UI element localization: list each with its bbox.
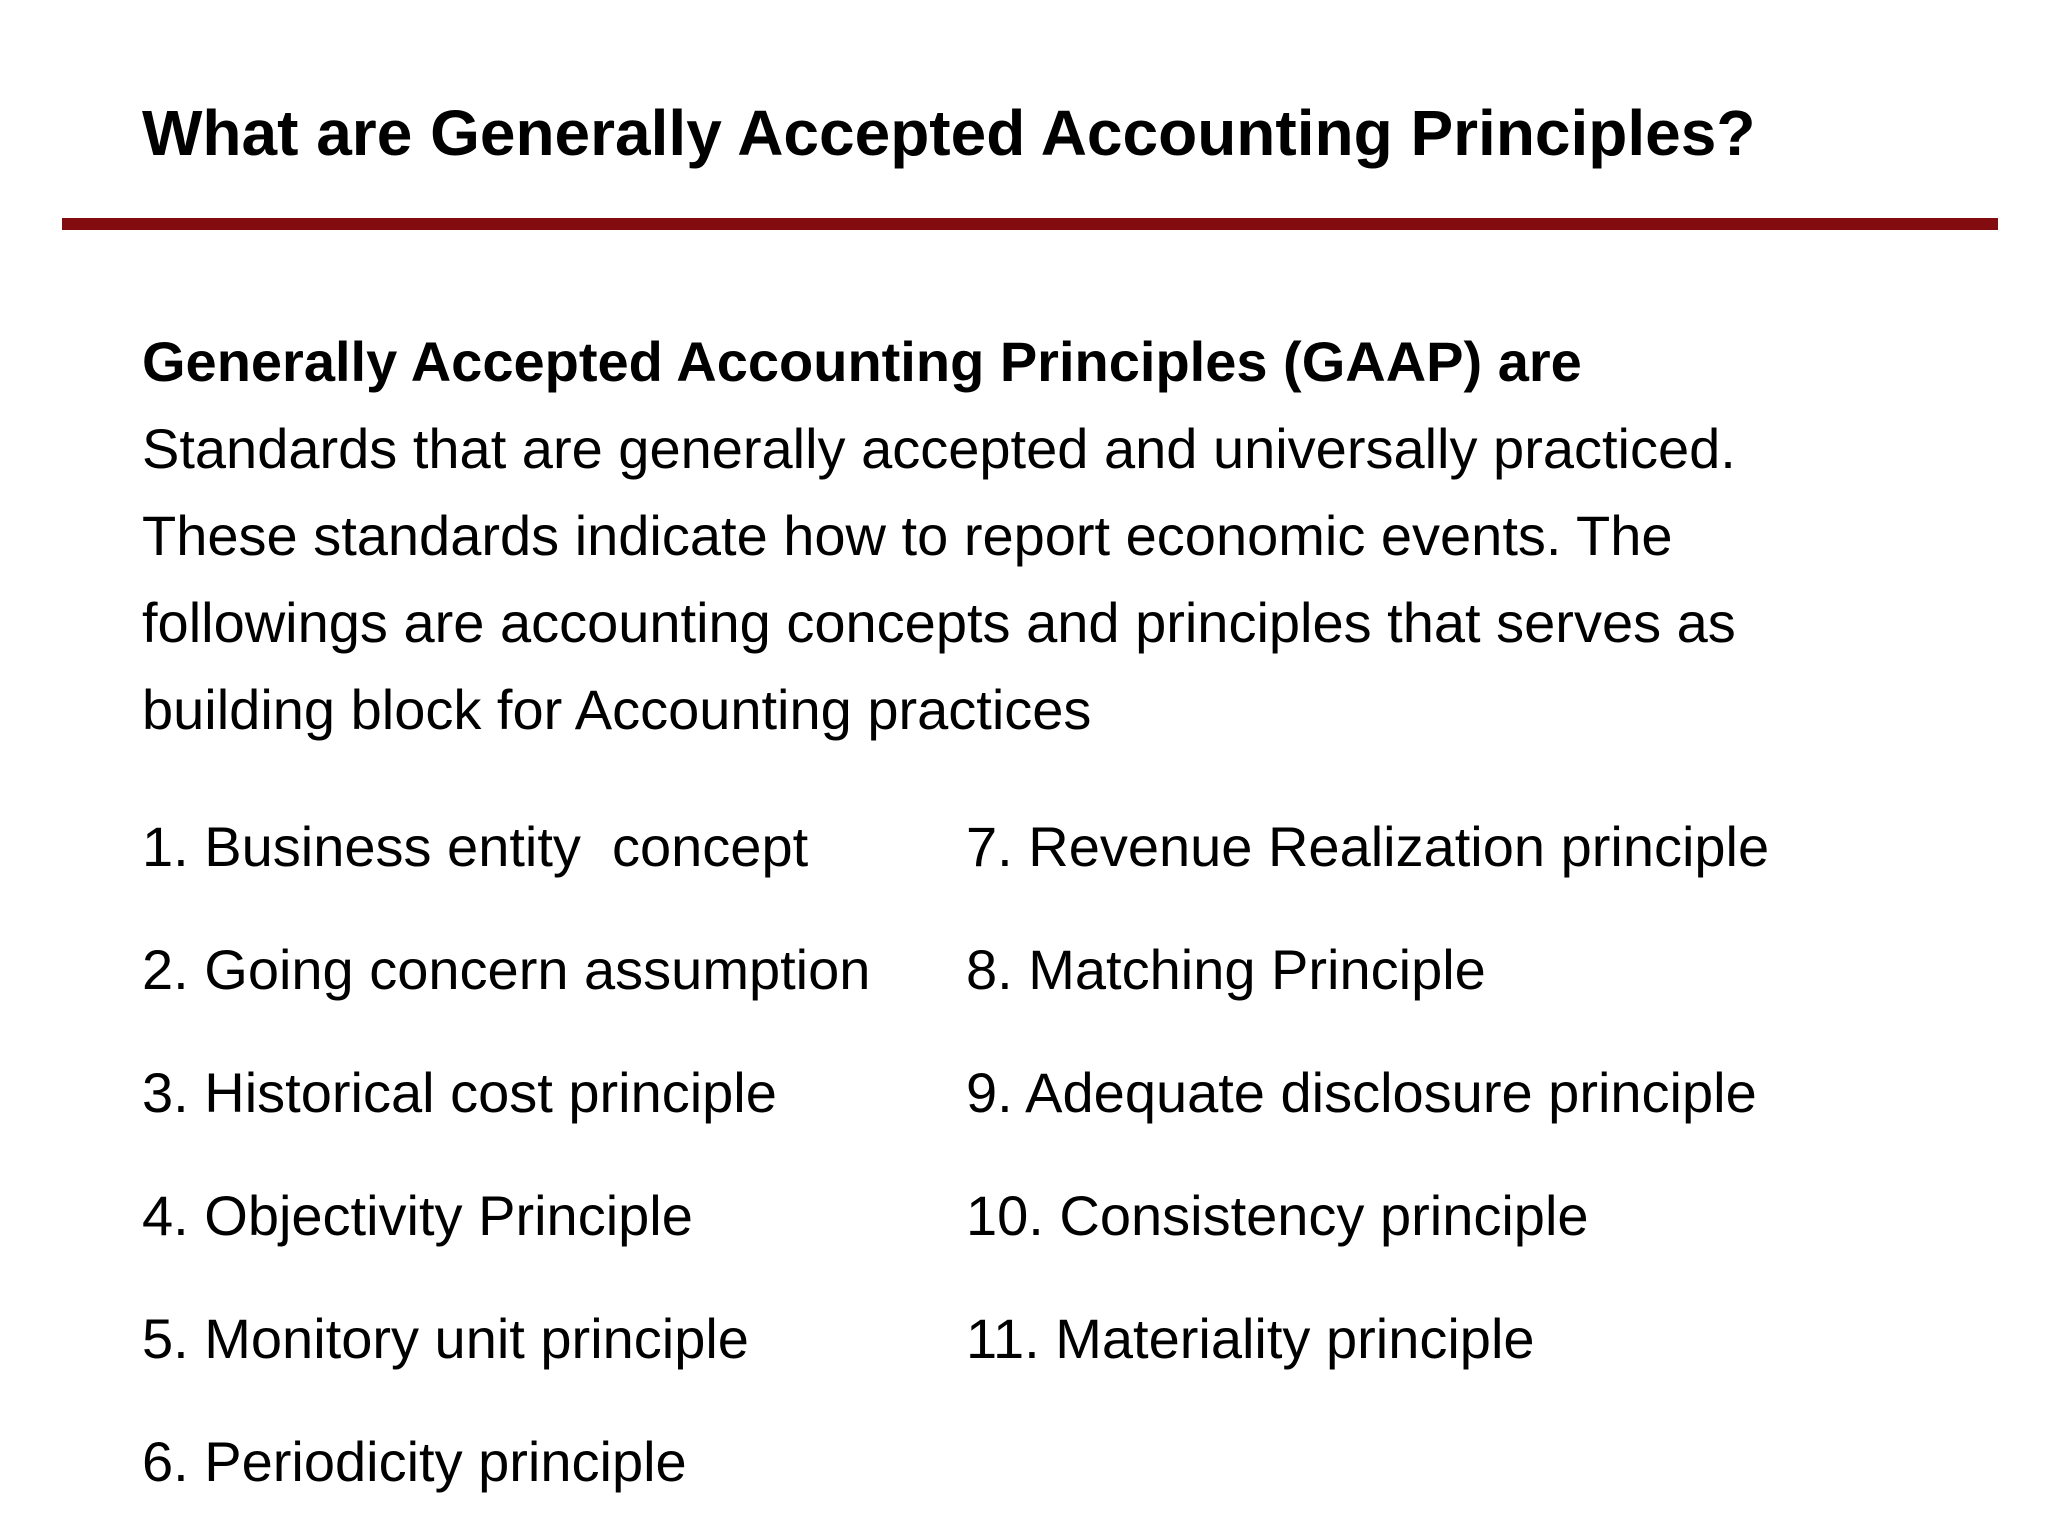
intro-line-1: Standards that are generally accepted and universally practiced. [142,417,1736,480]
intro-line-3: followings are accounting concepts and principles that serves as [142,591,1736,654]
list-item: 4. Objectivity Principle [142,1184,693,1247]
intro-line-2: These standards indicate how to report economic events. The [142,504,1673,567]
list-item: 11. Materiality principle [966,1307,1535,1370]
list-item: 10. Consistency principle [966,1184,1589,1247]
title-divider [62,218,1998,230]
intro-line-4: building block for Accounting practices [142,678,1092,741]
list-item: 8. Matching Principle [966,938,1486,1001]
principles-list-left [142,785,870,1523]
list-item: 7. Revenue Realization principle [966,815,1770,878]
principles-list-right [966,785,1769,1400]
list-item: 9. Adequate disclosure principle [966,1061,1757,1124]
list-item: 2. Going concern assumption [142,938,871,1001]
slide-title: What are Generally Accepted Accounting Principles? [142,97,1756,169]
list-item: 6. Periodicity principle [142,1430,687,1493]
list-item: 3. Historical cost principle [142,1061,777,1124]
list-item: 5. Monitory unit principle [142,1307,749,1370]
list-item: 1. Business entity concept [142,815,809,878]
intro-lead: Generally Accepted Accounting Principles (GAAP) are [142,330,1582,393]
intro-paragraph [142,318,1942,753]
